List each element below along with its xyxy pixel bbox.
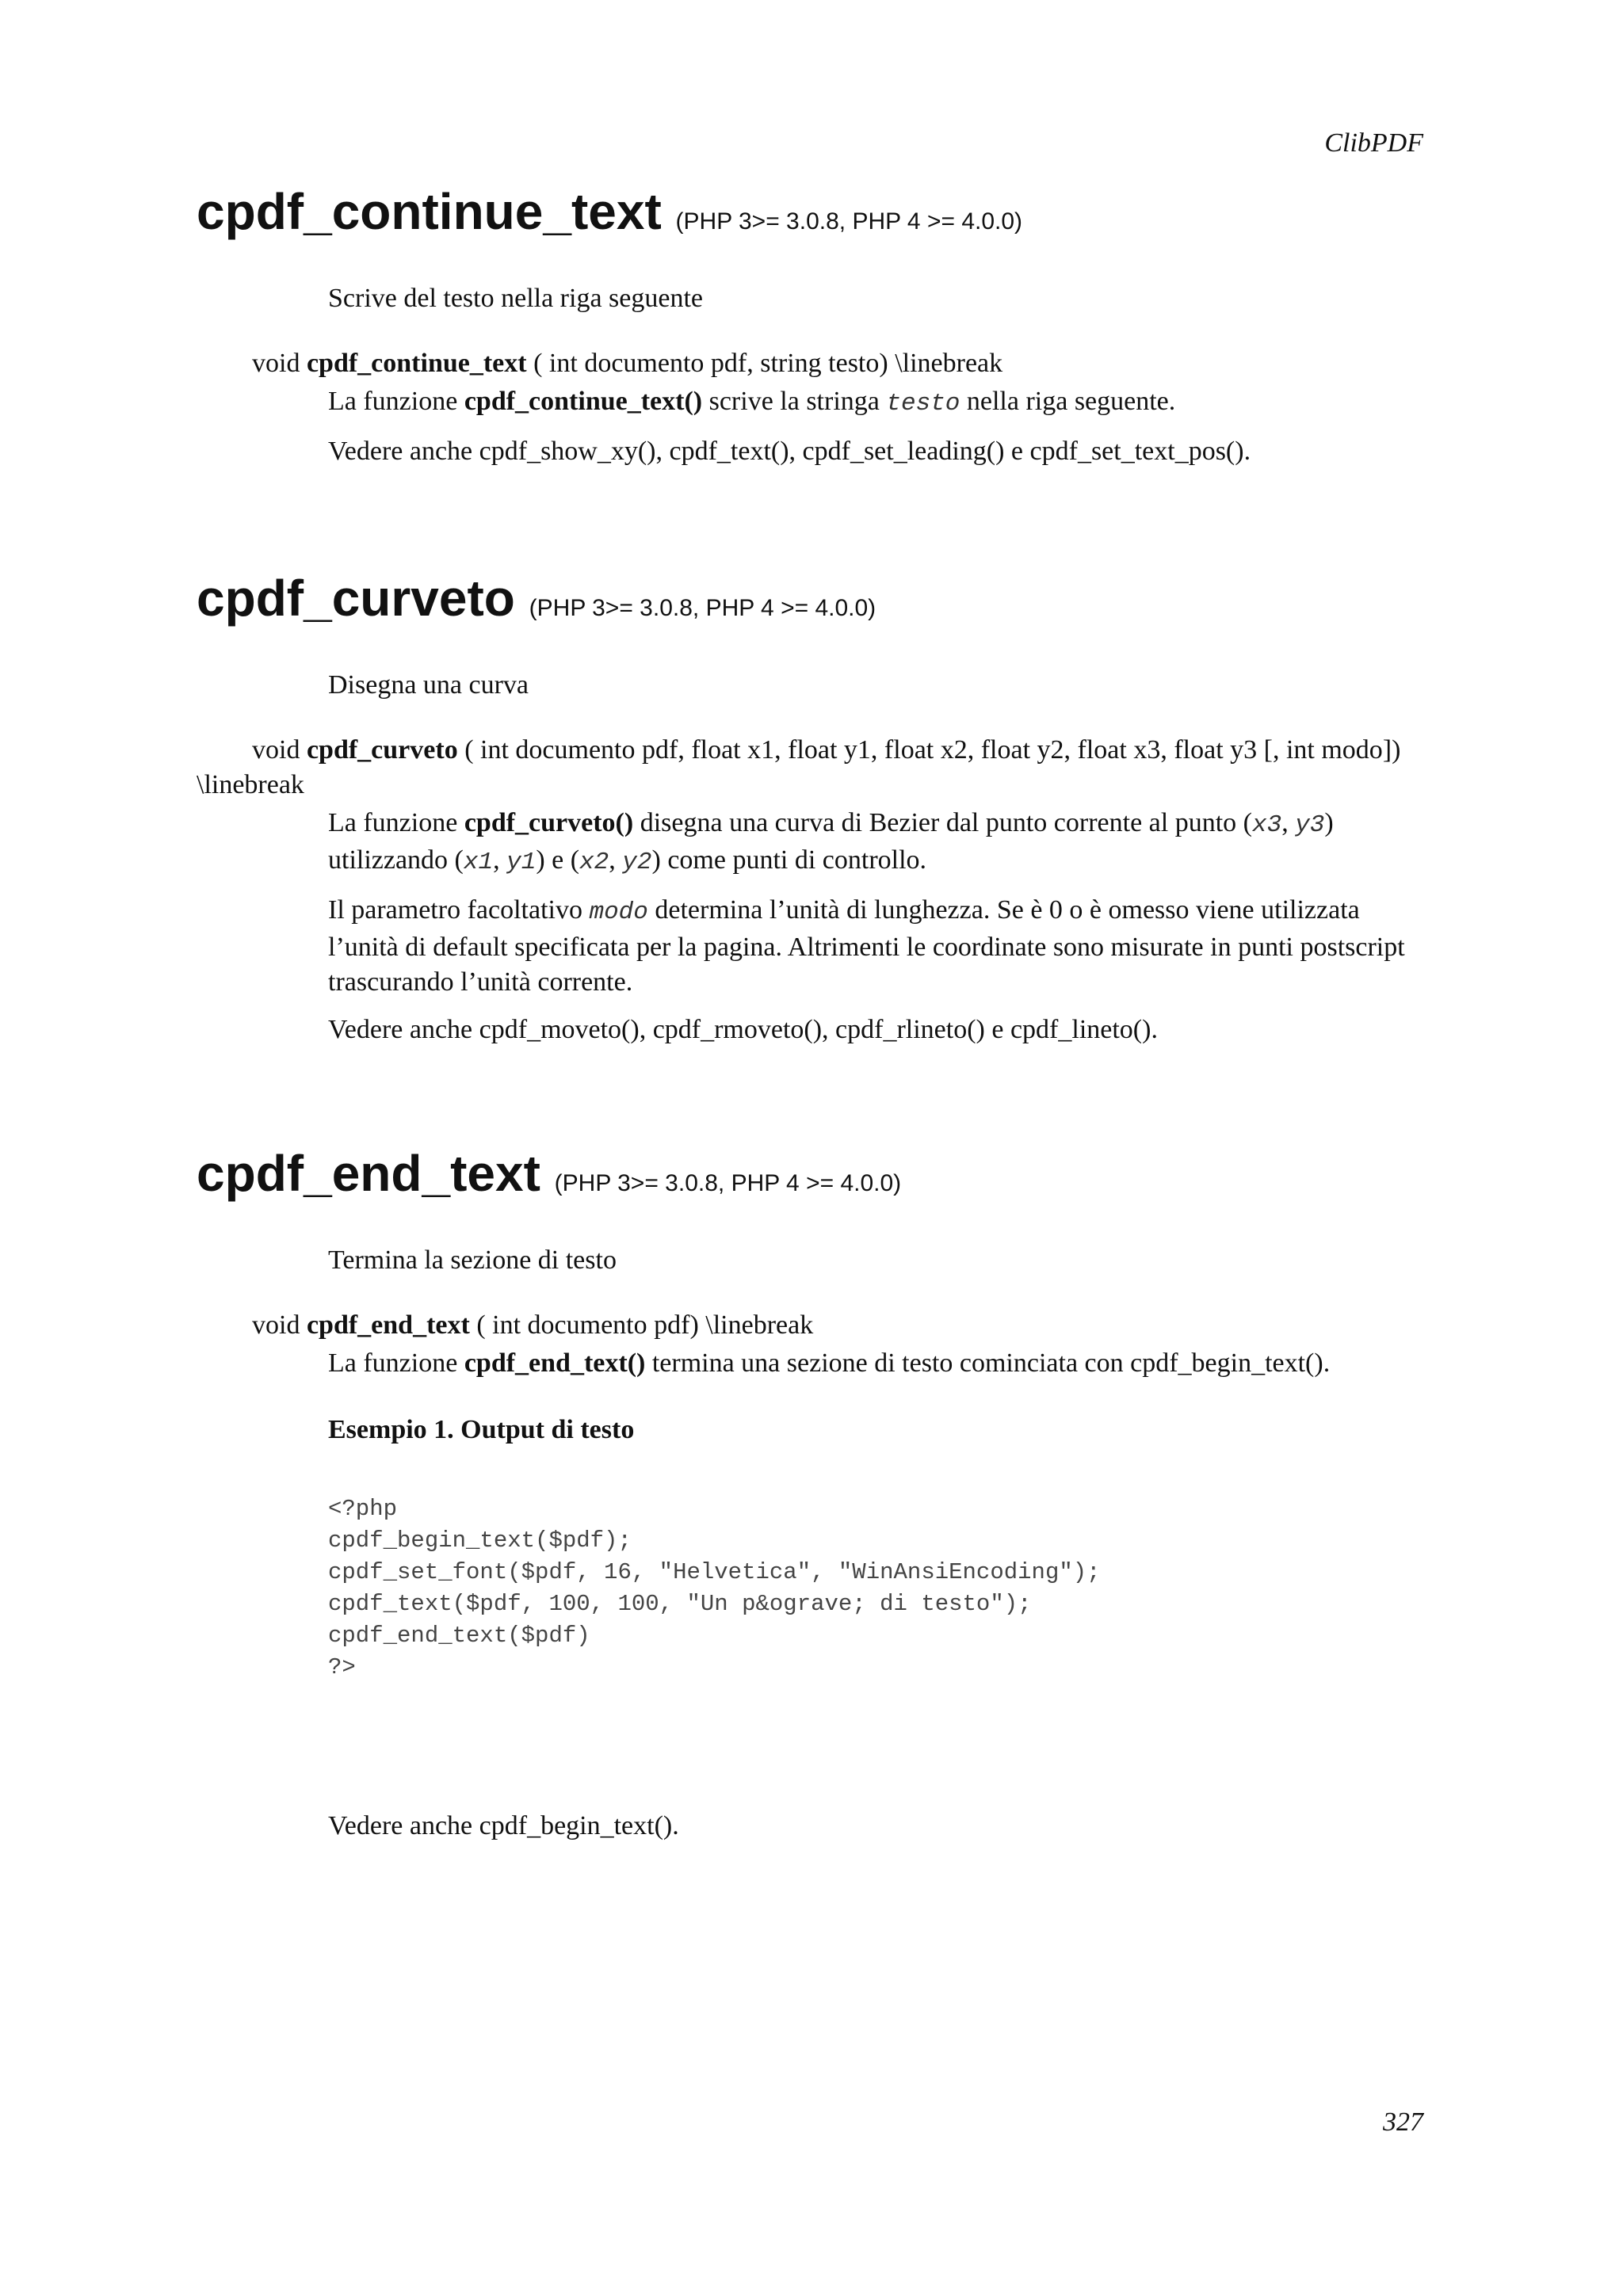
purpose: Termina la sezione di testo [328,1245,617,1275]
description [328,806,1433,880]
parameter-name: testo [886,390,960,418]
purpose: Disegna una curva [328,670,529,700]
parameter-name: y3 [1295,811,1325,839]
description-text: La funzione [328,808,458,837]
purpose: Scrive del testo nella riga seguente [328,284,703,313]
synopsis [197,346,1433,381]
synopsis-function: cpdf_curveto [306,735,458,765]
code-line: ?> [328,1654,356,1680]
entry-title [197,569,1433,638]
parameter-name: y1 [506,849,537,876]
return-type: void [252,735,300,765]
code-line: <?php [328,1496,398,1522]
code-line: cpdf_end_text($pdf) [328,1623,590,1649]
function-name: cpdf_continue_text [197,183,662,240]
php-version: (PHP 3>= 3.0.8, PHP 4 >= 4.0.0) [675,208,1023,235]
punctuation: , [1281,808,1289,837]
php-version: (PHP 3>= 3.0.8, PHP 4 >= 4.0.0) [529,595,876,621]
running-head: ClibPDF [1324,128,1423,158]
function-reference: cpdf_curveto() [464,808,634,837]
synopsis-params: ( int documento pdf, string testo) \linebreak [533,349,1003,378]
description-text: ) utilizzando ( [328,808,1334,875]
description-text: scrive la stringa [708,387,880,416]
page-number: 327 [1383,2107,1423,2137]
parameter-name: x1 [463,849,494,876]
description [328,1346,1433,1381]
example-title: Esempio 1. Output di testo [328,1415,635,1444]
description-text: La funzione [328,1348,458,1378]
synopsis-params: ( int documento pdf) \linebreak [476,1310,814,1340]
description-text: La funzione [328,387,458,416]
entry-cpdf-continue-text [197,182,1433,469]
description-text: termina una sezione di testo cominciata con cpdf_begin_text(). [651,1348,1331,1378]
synopsis [197,1308,1433,1343]
description-text: Il parametro facoltativo [328,895,582,925]
description-text: ) come punti di controllo. [651,845,927,875]
entry-cpdf-end-text [197,1144,1433,1844]
synopsis-params: ( int documento pdf, float x1, float y1, float x2, float y2, float x3, float y3 [, int modo]) \linebreak [197,735,1401,799]
code-line: cpdf_begin_text($pdf); [328,1527,632,1554]
code-line: cpdf_text($pdf, 100, 100, "Un p&ograve; di testo"); [328,1591,1032,1617]
parameter-name: modo [589,898,648,926]
punctuation: , [609,845,616,875]
code-line: cpdf_set_font($pdf, 16, "Helvetica", "WinAnsiEncoding"); [328,1559,1101,1585]
description-text: disegna una curva di Bezier dal punto corrente al punto ( [640,808,1252,837]
parameter-name: y2 [622,849,652,876]
code-example [328,1493,1433,1684]
synopsis [197,733,1433,803]
see-also: Vedere anche cpdf_show_xy(), cpdf_text(), cpdf_set_leading() e cpdf_set_text_pos(). [328,437,1251,466]
entry-cpdf-curveto [197,569,1433,1047]
see-also: Vedere anche cpdf_begin_text(). [328,1811,679,1840]
return-type: void [252,349,300,378]
function-reference: cpdf_continue_text() [464,387,703,416]
return-type: void [252,1310,300,1340]
mode-note [328,893,1433,1000]
synopsis-function: cpdf_end_text [306,1310,470,1340]
description-text: nella riga seguente. [966,387,1176,416]
function-name: cpdf_end_text [197,1145,540,1202]
entry-title [197,1144,1433,1213]
entry-title [197,182,1433,251]
synopsis-function: cpdf_continue_text [306,349,527,378]
description-text: ) e ( [536,845,580,875]
description [328,384,1433,421]
parameter-name: x2 [579,849,609,876]
parameter-name: x3 [1251,811,1282,839]
function-reference: cpdf_end_text() [464,1348,646,1378]
function-name: cpdf_curveto [197,570,515,627]
punctuation: , [493,845,500,875]
php-version: (PHP 3>= 3.0.8, PHP 4 >= 4.0.0) [554,1170,902,1196]
description-text: determina l’unità di lunghezza. Se è 0 o è omesso viene utilizzata l’unità di default specificata per la pagina. Altrimenti le coordinate sono misurate in punti postscript trascurando l’unità corrente. [328,895,1405,997]
see-also: Vedere anche cpdf_moveto(), cpdf_rmoveto(), cpdf_rlineto() e cpdf_lineto(). [328,1015,1158,1044]
